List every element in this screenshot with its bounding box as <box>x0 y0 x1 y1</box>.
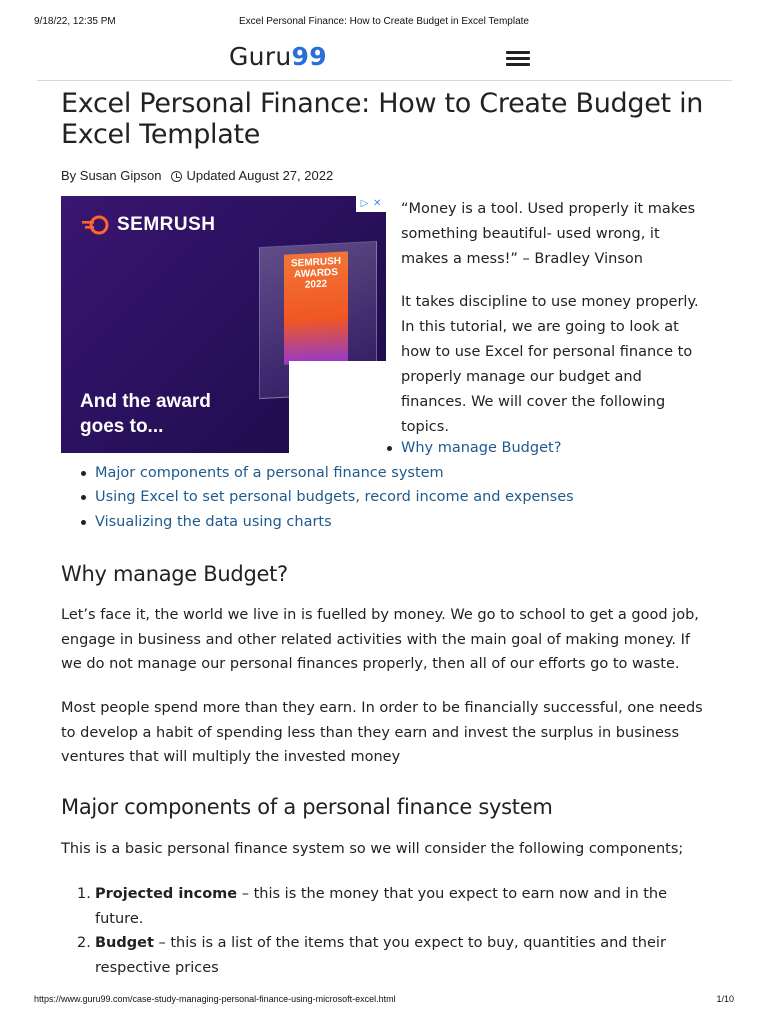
toc-link-using-excel[interactable]: Using Excel to set personal budgets, record income and expenses <box>95 489 574 505</box>
award-line1: SEMRUSH <box>290 255 341 270</box>
logo-text-99: 99 <box>291 42 327 71</box>
print-url: https://www.guru99.com/case-study-managing-personal-finance-using-microsoft-excel.html <box>34 994 396 1004</box>
semrush-ad[interactable] <box>61 196 386 453</box>
ad-tagline-line1: And the award <box>80 391 211 412</box>
list-term: Budget <box>95 935 154 951</box>
section-heading-why-manage-budget: Why manage Budget? <box>61 562 288 586</box>
logo-text-guru: Guru <box>229 42 292 71</box>
ad-brand-text: SEMRUSH <box>117 214 216 235</box>
table-of-contents <box>95 436 574 534</box>
ad-info-icon[interactable]: ▷ <box>360 198 369 209</box>
award-year: 2022 <box>304 278 328 291</box>
ad-tagline <box>80 389 211 439</box>
ad-choices[interactable] <box>356 196 386 212</box>
print-footer <box>0 994 768 1008</box>
byline-author: By Susan Gipson <box>61 168 162 183</box>
section1-paragraph-1: Let’s face it, the world we live in is fuelled by money. We go to school to get a good job, engage in business and other related activities with the main goal of making money. If we do not manage our personal finances properly, then all of our efforts go to waste. <box>61 607 699 672</box>
byline <box>61 168 333 183</box>
byline-updated: Updated August 27, 2022 <box>186 168 334 183</box>
ad-tagline-line2: goes to... <box>80 416 164 437</box>
toc-link-visualizing-data[interactable]: Visualizing the data using charts <box>95 513 332 530</box>
article-title: Excel Personal Finance: How to Create Budget in Excel Template <box>61 88 704 150</box>
article-header <box>61 88 711 150</box>
print-date: 9/18/22, 12:35 PM <box>34 16 116 27</box>
print-page-number: 1/10 <box>716 994 734 1004</box>
article-intro: It takes discipline to use money properly. In this tutorial, we are going to look at how to use Excel for personal finance to properly manage our budget and finances. We will cover the following topics. <box>401 294 699 435</box>
toc-link-why-manage-budget[interactable]: Why manage Budget? <box>401 440 562 456</box>
site-header <box>37 38 732 81</box>
clock-icon <box>171 171 182 182</box>
section1-paragraph-2: Most people spend more than they earn. In order to be financially successful, one needs to develop a habit of spending less than they earn and invest the surplus in business ventures that will multiply the invested money <box>61 700 703 765</box>
components-list <box>77 882 715 976</box>
semrush-logo-icon <box>81 216 109 234</box>
list-number: 1. <box>77 886 91 902</box>
list-item <box>77 882 715 931</box>
toc-link-major-components[interactable]: Major components of a personal finance system <box>95 464 444 481</box>
list-term: Projected income <box>95 886 238 902</box>
list-item <box>77 931 715 980</box>
list-desc: – this is the money that you expect to earn now and in the future. <box>95 886 668 927</box>
toc-item <box>95 510 574 535</box>
section2-intro: This is a basic personal finance system so we will consider the following components; <box>61 841 684 857</box>
toc-item <box>95 485 574 510</box>
award-line2: AWARDS <box>294 266 338 281</box>
print-doc-title: Excel Personal Finance: How to Create Budget in Excel Template <box>239 16 529 27</box>
article-quote: “Money is a tool. Used properly it makes something beautiful- used wrong, it makes a mess!” – Bradley Vinson <box>401 201 696 267</box>
list-desc: – this is a list of the items that you expect to buy, quantities and their respective prices <box>95 935 666 976</box>
ad-brand <box>81 214 216 236</box>
hamburger-menu-icon[interactable] <box>506 49 530 67</box>
ad-close-icon[interactable]: ✕ <box>372 198 382 209</box>
print-header <box>0 16 768 30</box>
site-logo[interactable] <box>229 42 327 72</box>
toc-item <box>401 436 574 461</box>
list-number: 2. <box>77 935 91 951</box>
section-heading-major-components: Major components of a personal finance system <box>61 795 553 819</box>
toc-item <box>95 461 574 486</box>
